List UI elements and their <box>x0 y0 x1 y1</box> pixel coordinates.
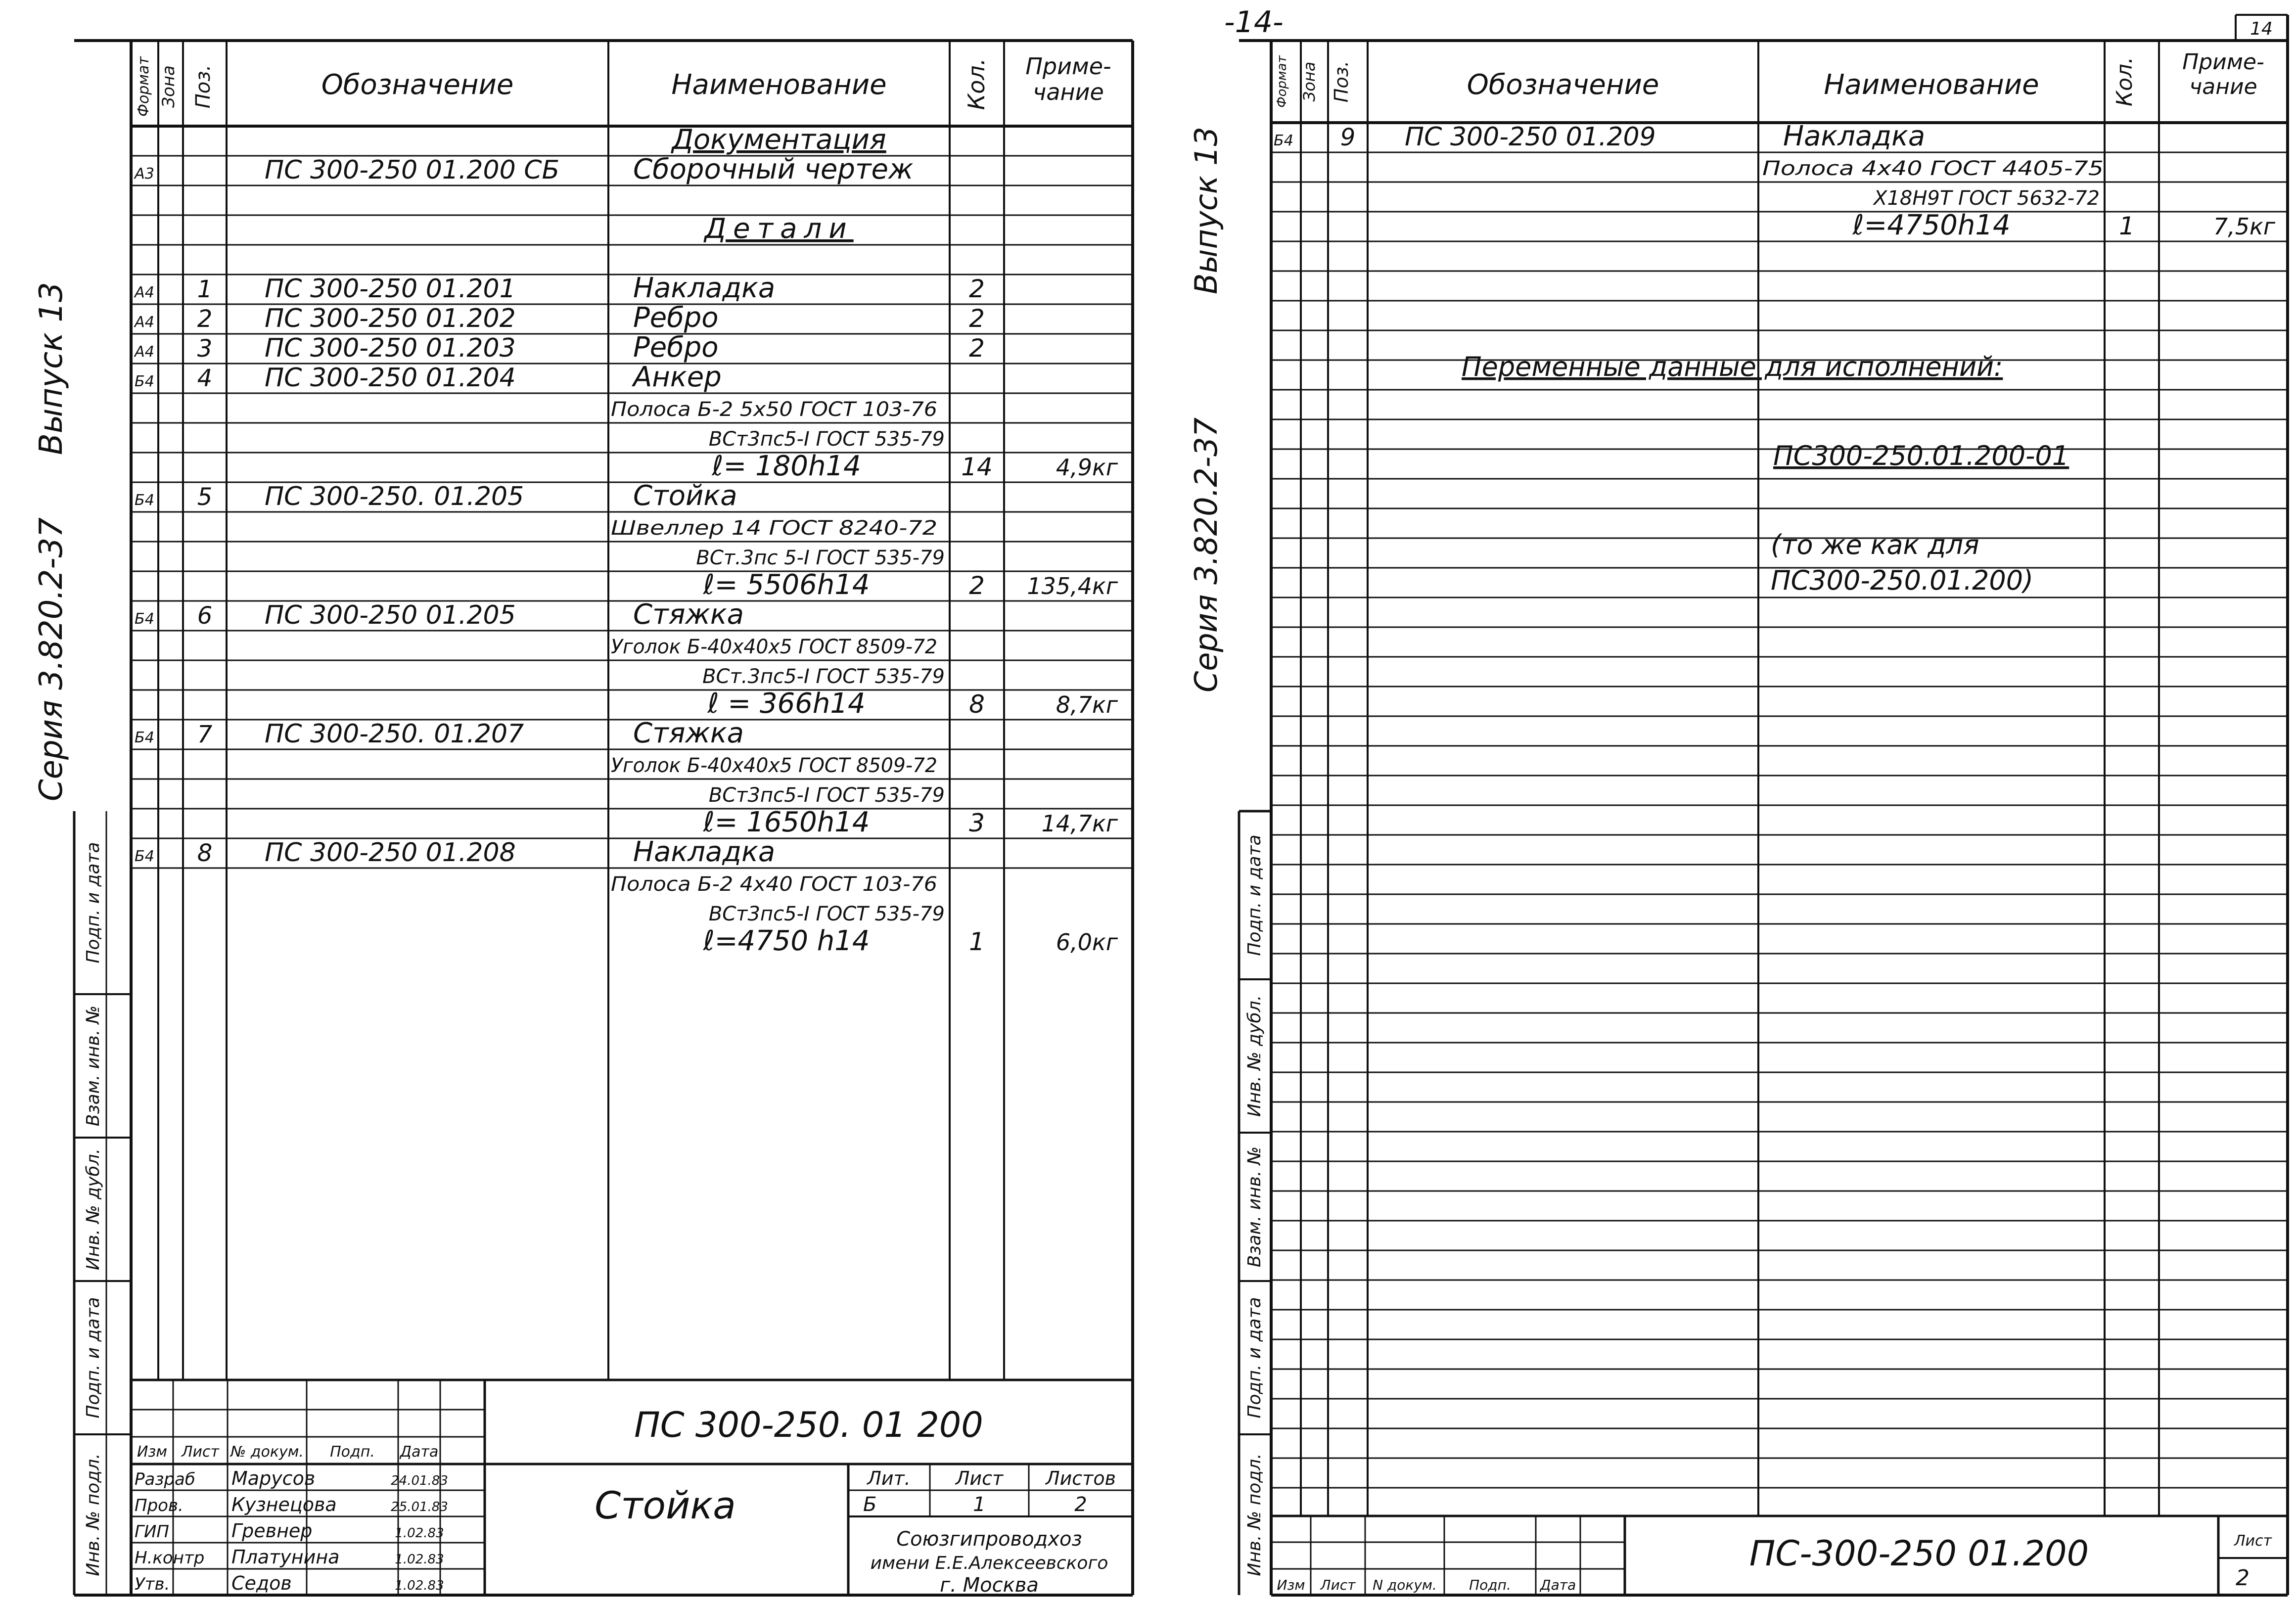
title-org: имени Е.Е.Алексеевского <box>870 1553 1108 1573</box>
row-name: Полоса Б-2 5х50 ГОСТ 103-76 <box>611 398 937 421</box>
row-name: Накладка <box>633 836 776 868</box>
row-designation: ПС 300-250 01.208 <box>265 838 516 868</box>
row-quantity: 2 <box>969 304 985 333</box>
row-name: Детали <box>704 213 854 245</box>
row-designation: ПС 300-250 01.201 <box>265 274 516 304</box>
corner-sheet-number: 14 <box>2250 19 2273 39</box>
row-name: ℓ= 5506h14 <box>703 569 870 601</box>
row-position: 7 <box>197 721 213 748</box>
row-note: 8,7кг <box>1056 691 1118 718</box>
row-format: Б4 <box>135 610 154 628</box>
header-format: Формат <box>1275 55 1289 108</box>
row-name: Х18Н9Т ГОСТ 5632-72 <box>1874 187 2100 210</box>
variant-note: ПС300-250.01.200) <box>1771 565 2034 596</box>
title-person: Седов <box>231 1572 292 1594</box>
row-position: 3 <box>197 335 213 363</box>
row-name: ВСт.3пс5-I ГОСТ 535-79 <box>702 665 945 688</box>
title-doc-code: ПС-300-250 01.200 <box>1749 1533 2089 1574</box>
title-col-header: N докум. <box>1373 1577 1437 1593</box>
row-format: Б4 <box>135 373 154 390</box>
side-stamp-label: Взам. инв. № <box>1244 1146 1265 1268</box>
title-org: Союзгипроводхоз <box>896 1528 1082 1551</box>
row-format: Б4 <box>135 492 154 509</box>
title-sheet-value: 1 <box>973 1493 986 1516</box>
row-note: 6,0кг <box>1056 929 1118 956</box>
row-position: 9 <box>1340 124 1356 151</box>
title-role: Утв. <box>135 1574 170 1594</box>
row-position: 2 <box>197 305 213 333</box>
title-person: Кузнецова <box>231 1494 337 1515</box>
row-name: ВСт.3пс 5-I ГОСТ 535-79 <box>696 547 945 569</box>
row-name: Накладка <box>1783 120 1926 152</box>
row-designation: ПС 300-250. 01.207 <box>265 719 524 749</box>
header-note: Приме-чание <box>2182 49 2264 99</box>
title-sheet-value: 2 <box>2236 1565 2250 1591</box>
row-note: 4,9кг <box>1056 454 1118 481</box>
row-format: Б4 <box>135 729 154 746</box>
title-person: Платунина <box>231 1546 340 1568</box>
row-name: ℓ= 1650h14 <box>703 806 870 838</box>
title-col-header: Изм <box>137 1443 168 1461</box>
row-quantity: 3 <box>969 809 985 837</box>
row-format: А3 <box>133 165 154 183</box>
title-role: Пров. <box>135 1496 184 1515</box>
vertical-issue-title: Выпуск 13 <box>1188 127 1224 294</box>
title-sheet-label: Лист <box>2234 1532 2272 1550</box>
row-format: Б4 <box>1274 132 1293 149</box>
title-col-header: Подп. <box>1469 1577 1511 1593</box>
title-role: Н.контр <box>135 1548 205 1568</box>
title-person: Гревнер <box>231 1520 313 1542</box>
row-quantity: 2 <box>969 334 985 363</box>
row-name: ВСт3пс5-I ГОСТ 535-79 <box>708 428 945 451</box>
side-stamp-label: Инв. № дубл. <box>1244 995 1265 1117</box>
row-position: 4 <box>197 365 213 392</box>
row-name: ℓ=4750 h14 <box>703 925 870 957</box>
title-sheet-label: Лист <box>955 1467 1004 1489</box>
header-note: Приме-чание <box>1025 53 1111 105</box>
row-note: 14,7кг <box>1041 810 1118 837</box>
row-format: А4 <box>133 314 154 331</box>
row-position: 5 <box>197 483 213 511</box>
title-date: 1.02.83 <box>395 1578 444 1593</box>
header-zone: Зона <box>159 65 179 108</box>
row-note: 135,4кг <box>1027 573 1118 599</box>
title-date: 25.01.83 <box>391 1500 448 1514</box>
row-name: ℓ=4750h14 <box>1852 209 2011 241</box>
title-date: 24.01.83 <box>391 1473 448 1488</box>
side-stamp-label: Инв. № подл. <box>83 1453 103 1576</box>
row-designation: ПС 300-250 01.200 СБ <box>265 155 560 185</box>
row-name: Уголок Б-40х40х5 ГОСТ 8509-72 <box>611 754 937 777</box>
title-col-header: № докум. <box>230 1443 304 1461</box>
vertical-series-title: Серия 3.820.2-37 <box>33 517 70 801</box>
title-date: 1.02.83 <box>395 1526 444 1541</box>
title-doc-code: ПС 300-250. 01 200 <box>634 1405 983 1445</box>
row-format: А4 <box>133 343 154 361</box>
title-date: 1.02.83 <box>395 1552 444 1567</box>
title-role: ГИП <box>135 1522 169 1542</box>
title-col-header: Лист <box>1320 1577 1356 1593</box>
title-product-name: Стойка <box>595 1483 736 1527</box>
row-name: Стяжка <box>633 717 744 749</box>
row-name: Швеллер 14 ГОСТ 8240-72 <box>611 517 937 540</box>
row-name: ℓ= 180h14 <box>712 450 861 482</box>
side-stamp-label: Подп. и дата <box>83 1297 103 1419</box>
vertical-issue-title: Выпуск 13 <box>33 282 70 455</box>
right-specification-sheet <box>1188 5 2288 1595</box>
title-role: Разраб <box>135 1469 195 1489</box>
row-designation: ПС 300-250. 01.205 <box>265 482 524 511</box>
title-col-header: Дата <box>1540 1577 1576 1593</box>
vertical-series-title: Серия 3.820.2-37 <box>1188 417 1224 692</box>
header-format: Формат <box>135 56 152 117</box>
title-sheets-value: 2 <box>1074 1493 1087 1516</box>
row-name: Стойка <box>633 480 737 512</box>
row-name: Сборочный чертеж <box>633 153 914 185</box>
header-designation: Обозначение <box>1467 69 1659 101</box>
header-name: Наименование <box>671 69 887 101</box>
row-quantity: 1 <box>2119 212 2135 240</box>
row-position: 8 <box>197 839 213 867</box>
row-name: Уголок Б-40х40х5 ГОСТ 8509-72 <box>611 636 937 658</box>
row-name: Полоса Б-2 4х40 ГОСТ 103-76 <box>611 873 937 896</box>
row-designation: ПС 300-250 01.205 <box>265 600 516 630</box>
row-designation: ПС 300-250 01.204 <box>265 363 516 393</box>
title-col-header: Изм <box>1277 1577 1305 1593</box>
row-designation: ПС 300-250 01.209 <box>1405 122 1656 152</box>
variable-data-heading: Переменные данные для исполнений: <box>1462 351 2003 382</box>
side-stamp-label: Подп. и дата <box>83 842 103 963</box>
row-name: ВСт3пс5-I ГОСТ 535-79 <box>708 903 945 925</box>
page-number: -14- <box>1224 5 1284 40</box>
side-stamp-label: Инв. № подл. <box>1244 1453 1265 1576</box>
row-quantity: 1 <box>969 927 985 956</box>
header-zone: Зона <box>1300 61 1319 102</box>
header-qty: Кол. <box>2112 56 2137 107</box>
title-col-header: Лист <box>181 1443 220 1461</box>
row-name: Стяжка <box>633 598 744 631</box>
title-person: Марусов <box>231 1467 316 1489</box>
row-designation: ПС 300-250 01.202 <box>265 304 516 333</box>
row-name: Ребро <box>633 331 719 364</box>
row-name: Документация <box>672 124 886 156</box>
row-quantity: 2 <box>969 275 985 303</box>
row-quantity: 8 <box>969 690 985 719</box>
row-designation: ПС 300-250 01.203 <box>265 333 516 363</box>
row-format: А4 <box>133 284 154 301</box>
header-pos: Поз. <box>1331 60 1352 103</box>
header-name: Наименование <box>1824 69 2039 101</box>
row-name: Ребро <box>633 302 719 334</box>
title-org: г. Москва <box>940 1574 1039 1597</box>
title-col-header: Дата <box>400 1443 439 1461</box>
row-quantity: 14 <box>961 453 993 481</box>
side-stamp-label: Инв. № дубл. <box>83 1148 103 1271</box>
left-specification-sheet <box>33 41 1133 1597</box>
side-stamp-label: Подп. и дата <box>1244 1297 1265 1419</box>
row-quantity: 2 <box>969 571 985 600</box>
title-lit-value: Б <box>863 1493 877 1516</box>
row-position: 6 <box>197 602 213 630</box>
row-name: ВСт3пс5-I ГОСТ 535-79 <box>708 784 945 807</box>
side-stamp-label: Взам. инв. № <box>83 1005 103 1127</box>
header-designation: Обозначение <box>321 69 514 101</box>
variant-note: (то же как для <box>1771 529 1979 560</box>
title-lit-label: Лит. <box>867 1467 911 1489</box>
row-note: 7,5кг <box>2213 213 2275 240</box>
row-position: 1 <box>197 275 213 303</box>
row-name: ℓ = 366h14 <box>707 687 866 720</box>
row-name: Полоса 4х40 ГОСТ 4405-75 <box>1762 157 2104 180</box>
row-format: Б4 <box>135 848 154 865</box>
side-stamp-label: Подп. и дата <box>1244 834 1265 956</box>
row-name: Анкер <box>633 361 722 393</box>
row-name: Накладка <box>633 272 776 304</box>
title-sheets-label: Листов <box>1046 1467 1116 1489</box>
title-col-header: Подп. <box>330 1443 375 1461</box>
variant-designation: ПС300-250.01.200-01 <box>1773 440 2069 471</box>
header-qty: Кол. <box>963 58 990 110</box>
header-pos: Поз. <box>192 64 215 109</box>
